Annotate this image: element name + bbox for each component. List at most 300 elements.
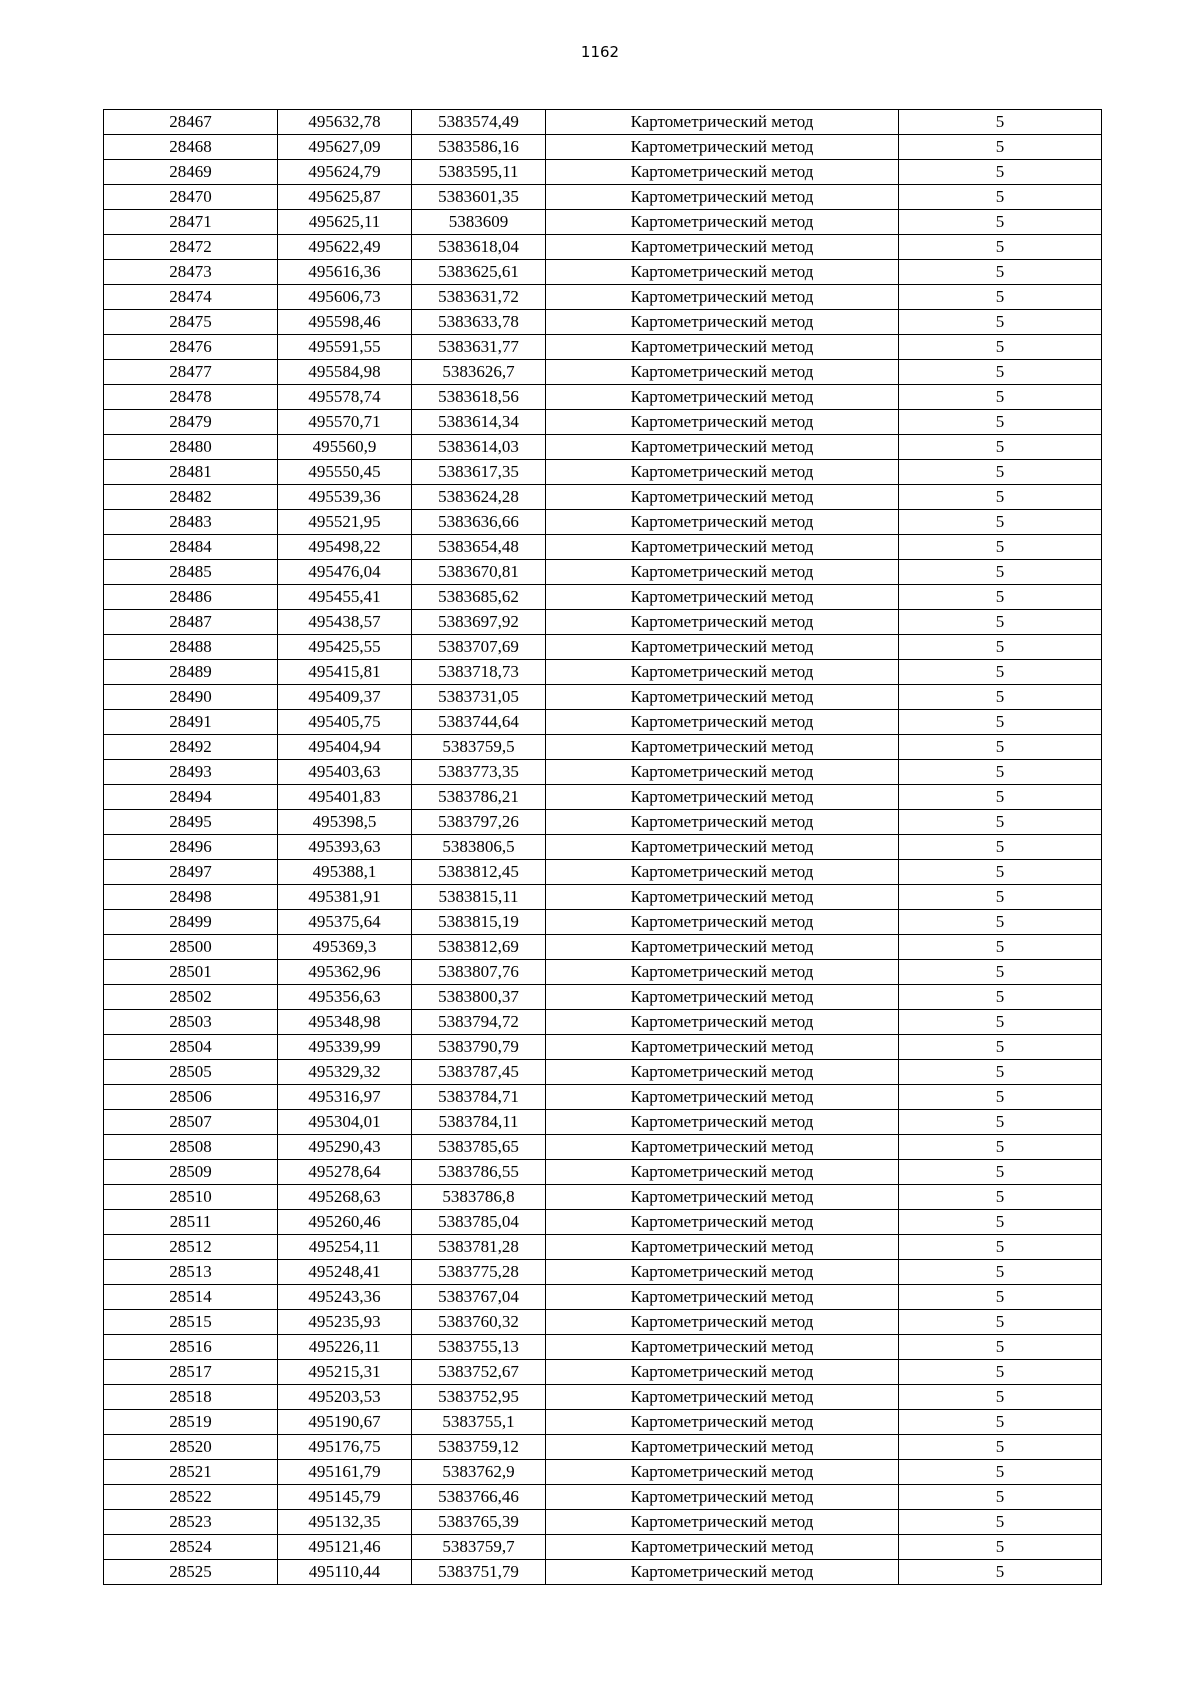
point-number-cell: 28519 — [104, 1410, 278, 1435]
x-coordinate-cell: 495254,11 — [278, 1235, 412, 1260]
y-coordinate-cell: 5383755,13 — [412, 1335, 546, 1360]
accuracy-cell: 5 — [899, 885, 1102, 910]
point-number-cell: 28488 — [104, 635, 278, 660]
method-cell: Картометрический метод — [546, 1085, 899, 1110]
y-coordinate-cell: 5383586,16 — [412, 135, 546, 160]
method-cell: Картометрический метод — [546, 1435, 899, 1460]
accuracy-cell: 5 — [899, 160, 1102, 185]
point-number-cell: 28504 — [104, 1035, 278, 1060]
x-coordinate-cell: 495622,49 — [278, 235, 412, 260]
point-number-cell: 28511 — [104, 1210, 278, 1235]
accuracy-cell: 5 — [899, 1410, 1102, 1435]
y-coordinate-cell: 5383631,72 — [412, 285, 546, 310]
method-cell: Картометрический метод — [546, 585, 899, 610]
table-row — [104, 1460, 1102, 1485]
table-row — [104, 185, 1102, 210]
method-cell: Картометрический метод — [546, 735, 899, 760]
accuracy-cell: 5 — [899, 335, 1102, 360]
table-row — [104, 585, 1102, 610]
table-row — [104, 1360, 1102, 1385]
accuracy-cell: 5 — [899, 1160, 1102, 1185]
table-row — [104, 260, 1102, 285]
method-cell: Картометрический метод — [546, 1410, 899, 1435]
accuracy-cell: 5 — [899, 1035, 1102, 1060]
x-coordinate-cell: 495570,71 — [278, 410, 412, 435]
y-coordinate-cell: 5383654,48 — [412, 535, 546, 560]
point-number-cell: 28497 — [104, 860, 278, 885]
method-cell: Картометрический метод — [546, 485, 899, 510]
point-number-cell: 28514 — [104, 1285, 278, 1310]
accuracy-cell: 5 — [899, 560, 1102, 585]
point-number-cell: 28509 — [104, 1160, 278, 1185]
x-coordinate-cell: 495578,74 — [278, 385, 412, 410]
x-coordinate-cell: 495226,11 — [278, 1335, 412, 1360]
table-row — [104, 485, 1102, 510]
y-coordinate-cell: 5383762,9 — [412, 1460, 546, 1485]
x-coordinate-cell: 495375,64 — [278, 910, 412, 935]
point-number-cell: 28487 — [104, 610, 278, 635]
point-number-cell: 28499 — [104, 910, 278, 935]
accuracy-cell: 5 — [899, 1310, 1102, 1335]
x-coordinate-cell: 495403,63 — [278, 760, 412, 785]
table-row — [104, 1560, 1102, 1585]
accuracy-cell: 5 — [899, 1260, 1102, 1285]
table-row — [104, 835, 1102, 860]
accuracy-cell: 5 — [899, 710, 1102, 735]
table-row — [104, 635, 1102, 660]
accuracy-cell: 5 — [899, 1210, 1102, 1235]
method-cell: Картометрический метод — [546, 1035, 899, 1060]
point-number-cell: 28481 — [104, 460, 278, 485]
table-row — [104, 860, 1102, 885]
y-coordinate-cell: 5383624,28 — [412, 485, 546, 510]
point-number-cell: 28502 — [104, 985, 278, 1010]
method-cell: Картометрический метод — [546, 210, 899, 235]
table-row — [104, 135, 1102, 160]
point-number-cell: 28506 — [104, 1085, 278, 1110]
point-number-cell: 28525 — [104, 1560, 278, 1585]
method-cell: Картометрический метод — [546, 1160, 899, 1185]
x-coordinate-cell: 495248,41 — [278, 1260, 412, 1285]
point-number-cell: 28516 — [104, 1335, 278, 1360]
method-cell: Картометрический метод — [546, 160, 899, 185]
method-cell: Картометрический метод — [546, 710, 899, 735]
method-cell: Картометрический метод — [546, 335, 899, 360]
x-coordinate-cell: 495627,09 — [278, 135, 412, 160]
y-coordinate-cell: 5383617,35 — [412, 460, 546, 485]
accuracy-cell: 5 — [899, 1385, 1102, 1410]
accuracy-cell: 5 — [899, 810, 1102, 835]
y-coordinate-cell: 5383785,65 — [412, 1135, 546, 1160]
coordinates-table-body — [104, 110, 1102, 1585]
accuracy-cell: 5 — [899, 510, 1102, 535]
x-coordinate-cell: 495132,35 — [278, 1510, 412, 1535]
x-coordinate-cell: 495539,36 — [278, 485, 412, 510]
accuracy-cell: 5 — [899, 535, 1102, 560]
y-coordinate-cell: 5383781,28 — [412, 1235, 546, 1260]
accuracy-cell: 5 — [899, 210, 1102, 235]
y-coordinate-cell: 5383697,92 — [412, 610, 546, 635]
point-number-cell: 28467 — [104, 110, 278, 135]
table-row — [104, 1210, 1102, 1235]
accuracy-cell: 5 — [899, 460, 1102, 485]
accuracy-cell: 5 — [899, 1435, 1102, 1460]
table-row — [104, 335, 1102, 360]
point-number-cell: 28515 — [104, 1310, 278, 1335]
accuracy-cell: 5 — [899, 1335, 1102, 1360]
accuracy-cell: 5 — [899, 1235, 1102, 1260]
table-row — [104, 935, 1102, 960]
point-number-cell: 28513 — [104, 1260, 278, 1285]
method-cell: Картометрический метод — [546, 360, 899, 385]
method-cell: Картометрический метод — [546, 910, 899, 935]
point-number-cell: 28469 — [104, 160, 278, 185]
accuracy-cell: 5 — [899, 1535, 1102, 1560]
table-row — [104, 1185, 1102, 1210]
x-coordinate-cell: 495316,97 — [278, 1085, 412, 1110]
table-row — [104, 235, 1102, 260]
y-coordinate-cell: 5383618,04 — [412, 235, 546, 260]
y-coordinate-cell: 5383685,62 — [412, 585, 546, 610]
method-cell: Картометрический метод — [546, 410, 899, 435]
table-row — [104, 210, 1102, 235]
point-number-cell: 28480 — [104, 435, 278, 460]
y-coordinate-cell: 5383787,45 — [412, 1060, 546, 1085]
table-row — [104, 285, 1102, 310]
x-coordinate-cell: 495381,91 — [278, 885, 412, 910]
table-row — [104, 1435, 1102, 1460]
x-coordinate-cell: 495121,46 — [278, 1535, 412, 1560]
point-number-cell: 28495 — [104, 810, 278, 835]
y-coordinate-cell: 5383618,56 — [412, 385, 546, 410]
x-coordinate-cell: 495498,22 — [278, 535, 412, 560]
accuracy-cell: 5 — [899, 1135, 1102, 1160]
accuracy-cell: 5 — [899, 610, 1102, 635]
method-cell: Картометрический метод — [546, 460, 899, 485]
method-cell: Картометрический метод — [546, 1510, 899, 1535]
y-coordinate-cell: 5383633,78 — [412, 310, 546, 335]
x-coordinate-cell: 495455,41 — [278, 585, 412, 610]
y-coordinate-cell: 5383815,19 — [412, 910, 546, 935]
x-coordinate-cell: 495190,67 — [278, 1410, 412, 1435]
accuracy-cell: 5 — [899, 135, 1102, 160]
table-row — [104, 410, 1102, 435]
point-number-cell: 28500 — [104, 935, 278, 960]
table-row — [104, 710, 1102, 735]
accuracy-cell: 5 — [899, 485, 1102, 510]
point-number-cell: 28505 — [104, 1060, 278, 1085]
y-coordinate-cell: 5383751,79 — [412, 1560, 546, 1585]
y-coordinate-cell: 5383807,76 — [412, 960, 546, 985]
point-number-cell: 28483 — [104, 510, 278, 535]
y-coordinate-cell: 5383707,69 — [412, 635, 546, 660]
accuracy-cell: 5 — [899, 785, 1102, 810]
x-coordinate-cell: 495304,01 — [278, 1110, 412, 1135]
table-row — [104, 1335, 1102, 1360]
accuracy-cell: 5 — [899, 410, 1102, 435]
x-coordinate-cell: 495521,95 — [278, 510, 412, 535]
y-coordinate-cell: 5383731,05 — [412, 685, 546, 710]
y-coordinate-cell: 5383812,69 — [412, 935, 546, 960]
y-coordinate-cell: 5383775,28 — [412, 1260, 546, 1285]
point-number-cell: 28479 — [104, 410, 278, 435]
point-number-cell: 28523 — [104, 1510, 278, 1535]
accuracy-cell: 5 — [899, 1485, 1102, 1510]
table-row — [104, 760, 1102, 785]
method-cell: Картометрический метод — [546, 285, 899, 310]
method-cell: Картометрический метод — [546, 110, 899, 135]
accuracy-cell: 5 — [899, 1110, 1102, 1135]
y-coordinate-cell: 5383766,46 — [412, 1485, 546, 1510]
method-cell: Картометрический метод — [546, 810, 899, 835]
point-number-cell: 28522 — [104, 1485, 278, 1510]
page-number: 1162 — [580, 43, 620, 61]
x-coordinate-cell: 495632,78 — [278, 110, 412, 135]
method-cell: Картометрический метод — [546, 985, 899, 1010]
accuracy-cell: 5 — [899, 635, 1102, 660]
y-coordinate-cell: 5383752,67 — [412, 1360, 546, 1385]
method-cell: Картометрический метод — [546, 1335, 899, 1360]
method-cell: Картометрический метод — [546, 1135, 899, 1160]
y-coordinate-cell: 5383806,5 — [412, 835, 546, 860]
accuracy-cell: 5 — [899, 435, 1102, 460]
y-coordinate-cell: 5383785,04 — [412, 1210, 546, 1235]
y-coordinate-cell: 5383794,72 — [412, 1010, 546, 1035]
method-cell: Картометрический метод — [546, 385, 899, 410]
y-coordinate-cell: 5383759,5 — [412, 735, 546, 760]
method-cell: Картометрический метод — [546, 1385, 899, 1410]
method-cell: Картометрический метод — [546, 660, 899, 685]
accuracy-cell: 5 — [899, 385, 1102, 410]
table-row — [104, 1235, 1102, 1260]
y-coordinate-cell: 5383601,35 — [412, 185, 546, 210]
table-row — [104, 535, 1102, 560]
x-coordinate-cell: 495616,36 — [278, 260, 412, 285]
table-row — [104, 1085, 1102, 1110]
method-cell: Картометрический метод — [546, 185, 899, 210]
coordinates-table — [103, 109, 1102, 1585]
method-cell: Картометрический метод — [546, 935, 899, 960]
point-number-cell: 28475 — [104, 310, 278, 335]
accuracy-cell: 5 — [899, 1185, 1102, 1210]
table-row — [104, 560, 1102, 585]
point-number-cell: 28507 — [104, 1110, 278, 1135]
table-row — [104, 885, 1102, 910]
point-number-cell: 28524 — [104, 1535, 278, 1560]
method-cell: Картометрический метод — [546, 1110, 899, 1135]
y-coordinate-cell: 5383784,11 — [412, 1110, 546, 1135]
method-cell: Картометрический метод — [546, 685, 899, 710]
y-coordinate-cell: 5383614,03 — [412, 435, 546, 460]
point-number-cell: 28520 — [104, 1435, 278, 1460]
x-coordinate-cell: 495438,57 — [278, 610, 412, 635]
table-row — [104, 610, 1102, 635]
y-coordinate-cell: 5383631,77 — [412, 335, 546, 360]
point-number-cell: 28491 — [104, 710, 278, 735]
point-number-cell: 28492 — [104, 735, 278, 760]
accuracy-cell: 5 — [899, 185, 1102, 210]
point-number-cell: 28471 — [104, 210, 278, 235]
table-row — [104, 1485, 1102, 1510]
point-number-cell: 28489 — [104, 660, 278, 685]
y-coordinate-cell: 5383786,21 — [412, 785, 546, 810]
method-cell: Картометрический метод — [546, 435, 899, 460]
point-number-cell: 28496 — [104, 835, 278, 860]
x-coordinate-cell: 495584,98 — [278, 360, 412, 385]
x-coordinate-cell: 495625,87 — [278, 185, 412, 210]
accuracy-cell: 5 — [899, 1085, 1102, 1110]
point-number-cell: 28518 — [104, 1385, 278, 1410]
accuracy-cell: 5 — [899, 310, 1102, 335]
x-coordinate-cell: 495550,45 — [278, 460, 412, 485]
method-cell: Картометрический метод — [546, 1210, 899, 1235]
y-coordinate-cell: 5383797,26 — [412, 810, 546, 835]
x-coordinate-cell: 495362,96 — [278, 960, 412, 985]
table-row — [104, 460, 1102, 485]
point-number-cell: 28482 — [104, 485, 278, 510]
y-coordinate-cell: 5383786,8 — [412, 1185, 546, 1210]
x-coordinate-cell: 495415,81 — [278, 660, 412, 685]
accuracy-cell: 5 — [899, 860, 1102, 885]
accuracy-cell: 5 — [899, 235, 1102, 260]
y-coordinate-cell: 5383800,37 — [412, 985, 546, 1010]
table-row — [104, 1385, 1102, 1410]
y-coordinate-cell: 5383790,79 — [412, 1035, 546, 1060]
x-coordinate-cell: 495176,75 — [278, 1435, 412, 1460]
x-coordinate-cell: 495598,46 — [278, 310, 412, 335]
y-coordinate-cell: 5383786,55 — [412, 1160, 546, 1185]
method-cell: Картометрический метод — [546, 260, 899, 285]
table-row — [104, 1260, 1102, 1285]
table-row — [104, 735, 1102, 760]
point-number-cell: 28501 — [104, 960, 278, 985]
point-number-cell: 28474 — [104, 285, 278, 310]
point-number-cell: 28521 — [104, 1460, 278, 1485]
accuracy-cell: 5 — [899, 910, 1102, 935]
table-row — [104, 985, 1102, 1010]
point-number-cell: 28484 — [104, 535, 278, 560]
x-coordinate-cell: 495339,99 — [278, 1035, 412, 1060]
table-row — [104, 160, 1102, 185]
method-cell: Картометрический метод — [546, 1235, 899, 1260]
x-coordinate-cell: 495260,46 — [278, 1210, 412, 1235]
method-cell: Картометрический метод — [546, 560, 899, 585]
x-coordinate-cell: 495393,63 — [278, 835, 412, 860]
table-row — [104, 1110, 1102, 1135]
x-coordinate-cell: 495203,53 — [278, 1385, 412, 1410]
method-cell: Картометрический метод — [546, 1010, 899, 1035]
method-cell: Картометрический метод — [546, 1260, 899, 1285]
table-row — [104, 385, 1102, 410]
method-cell: Картометрический метод — [546, 310, 899, 335]
table-row — [104, 785, 1102, 810]
point-number-cell: 28493 — [104, 760, 278, 785]
point-number-cell: 28470 — [104, 185, 278, 210]
x-coordinate-cell: 495591,55 — [278, 335, 412, 360]
point-number-cell: 28498 — [104, 885, 278, 910]
method-cell: Картометрический метод — [546, 960, 899, 985]
y-coordinate-cell: 5383765,39 — [412, 1510, 546, 1535]
method-cell: Картометрический метод — [546, 235, 899, 260]
accuracy-cell: 5 — [899, 1010, 1102, 1035]
method-cell: Картометрический метод — [546, 510, 899, 535]
y-coordinate-cell: 5383614,34 — [412, 410, 546, 435]
accuracy-cell: 5 — [899, 660, 1102, 685]
method-cell: Картометрический метод — [546, 1185, 899, 1210]
table-row — [104, 360, 1102, 385]
point-number-cell: 28472 — [104, 235, 278, 260]
accuracy-cell: 5 — [899, 735, 1102, 760]
y-coordinate-cell: 5383784,71 — [412, 1085, 546, 1110]
y-coordinate-cell: 5383595,11 — [412, 160, 546, 185]
y-coordinate-cell: 5383760,32 — [412, 1310, 546, 1335]
y-coordinate-cell: 5383625,61 — [412, 260, 546, 285]
table-row — [104, 1010, 1102, 1035]
method-cell: Картометрический метод — [546, 835, 899, 860]
x-coordinate-cell: 495110,44 — [278, 1560, 412, 1585]
x-coordinate-cell: 495243,36 — [278, 1285, 412, 1310]
table-row — [104, 110, 1102, 135]
y-coordinate-cell: 5383670,81 — [412, 560, 546, 585]
point-number-cell: 28508 — [104, 1135, 278, 1160]
table-row — [104, 1310, 1102, 1335]
method-cell: Картометрический метод — [546, 760, 899, 785]
accuracy-cell: 5 — [899, 585, 1102, 610]
table-row — [104, 1410, 1102, 1435]
method-cell: Картометрический метод — [546, 860, 899, 885]
point-number-cell: 28490 — [104, 685, 278, 710]
point-number-cell: 28476 — [104, 335, 278, 360]
point-number-cell: 28486 — [104, 585, 278, 610]
x-coordinate-cell: 495398,5 — [278, 810, 412, 835]
x-coordinate-cell: 495606,73 — [278, 285, 412, 310]
x-coordinate-cell: 495401,83 — [278, 785, 412, 810]
table-row — [104, 1035, 1102, 1060]
accuracy-cell: 5 — [899, 685, 1102, 710]
x-coordinate-cell: 495624,79 — [278, 160, 412, 185]
point-number-cell: 28477 — [104, 360, 278, 385]
x-coordinate-cell: 495625,11 — [278, 210, 412, 235]
accuracy-cell: 5 — [899, 935, 1102, 960]
table-row — [104, 435, 1102, 460]
x-coordinate-cell: 495425,55 — [278, 635, 412, 660]
point-number-cell: 28512 — [104, 1235, 278, 1260]
table-row — [104, 1535, 1102, 1560]
y-coordinate-cell: 5383752,95 — [412, 1385, 546, 1410]
point-number-cell: 28510 — [104, 1185, 278, 1210]
point-number-cell: 28473 — [104, 260, 278, 285]
x-coordinate-cell: 495404,94 — [278, 735, 412, 760]
accuracy-cell: 5 — [899, 285, 1102, 310]
accuracy-cell: 5 — [899, 1460, 1102, 1485]
accuracy-cell: 5 — [899, 1560, 1102, 1585]
x-coordinate-cell: 495348,98 — [278, 1010, 412, 1035]
y-coordinate-cell: 5383759,12 — [412, 1435, 546, 1460]
x-coordinate-cell: 495388,1 — [278, 860, 412, 885]
y-coordinate-cell: 5383773,35 — [412, 760, 546, 785]
y-coordinate-cell: 5383609 — [412, 210, 546, 235]
table-row — [104, 310, 1102, 335]
accuracy-cell: 5 — [899, 360, 1102, 385]
y-coordinate-cell: 5383812,45 — [412, 860, 546, 885]
accuracy-cell: 5 — [899, 1360, 1102, 1385]
x-coordinate-cell: 495329,32 — [278, 1060, 412, 1085]
x-coordinate-cell: 495560,9 — [278, 435, 412, 460]
table-row — [104, 660, 1102, 685]
point-number-cell: 28468 — [104, 135, 278, 160]
accuracy-cell: 5 — [899, 1285, 1102, 1310]
method-cell: Картометрический метод — [546, 1310, 899, 1335]
